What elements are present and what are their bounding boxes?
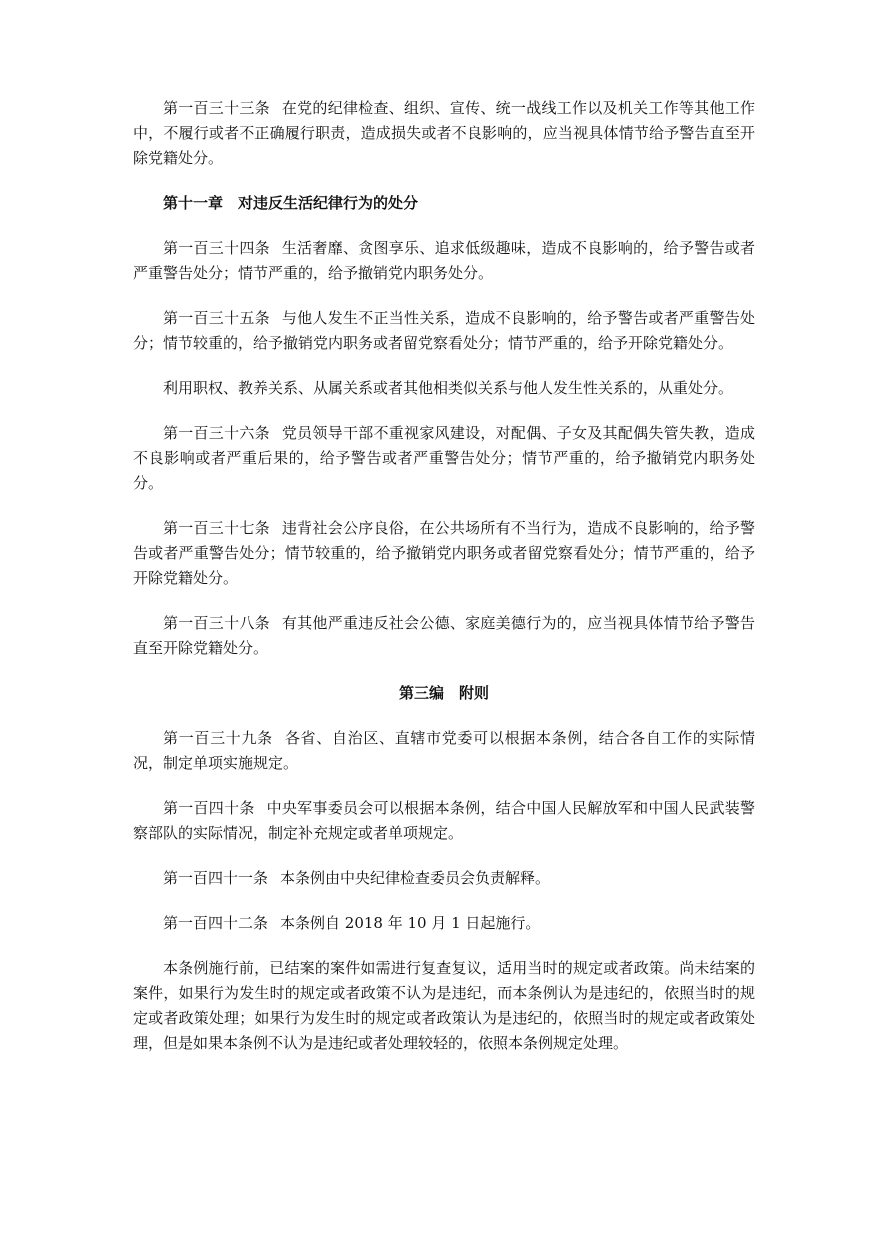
article-138 (133, 611, 755, 661)
article-number: 第一百三十六条 (163, 424, 270, 442)
article-number: 第一百三十四条 (163, 239, 270, 257)
article-141 (133, 866, 755, 891)
article-number: 第一百三十九条 (163, 729, 273, 747)
part-heading (133, 681, 755, 706)
part-number: 第三编 (398, 684, 444, 702)
article-text: 在党的纪律检查、组织、宣传、统一战线工作以及机关工作等其他工作中，不履行或者不正确履行职责，造成损失或者不良影响的，应当视具体情节给予警告直至开除党籍处分。 (133, 99, 755, 167)
article-text: 各省、自治区、直辖市党委可以根据本条例，结合各自工作的实际情况，制定单项实施规定。 (133, 729, 755, 772)
article-number: 第一百三十三条 (163, 99, 270, 117)
chapter-title: 对违反生活纪律行为的处分 (238, 194, 419, 212)
document-page (133, 96, 755, 1076)
article-text: 党员领导干部不重视家风建设，对配偶、子女及其配偶失管失教，造成不良影响或者严重后果的，给予警告或者严重警告处分；情节严重的，给予撤销党内职务处分。 (133, 424, 755, 492)
article-text: 有其他严重违反社会公德、家庭美德行为的，应当视具体情节给予警告直至开除党籍处分。 (133, 614, 755, 657)
article-number: 第一百四十一条 (163, 869, 269, 887)
article-text: 违背社会公序良俗，在公共场所有不当行为，造成不良影响的，给予警告或者严重警告处分；情节较重的，给予撤销党内职务或者留党察看处分；情节严重的，给予开除党籍处分。 (133, 519, 755, 587)
article-133 (133, 96, 755, 171)
article-number: 第一百三十七条 (163, 519, 270, 537)
article-137 (133, 516, 755, 591)
chapter-heading (133, 191, 755, 216)
article-text: 生活奢靡、贪图享乐、追求低级趣味，造成不良影响的，给予警告或者严重警告处分；情节严重的，给予撤销党内职务处分。 (133, 239, 755, 282)
article-140 (133, 796, 755, 846)
article-text: 中央军事委员会可以根据本条例，结合中国人民解放军和中国人民武装警察部队的实际情况，制定补充规定或者单项规定。 (133, 799, 755, 842)
article-text: 与他人发生不正当性关系，造成不良影响的，给予警告或者严重警告处分；情节较重的，给予撤销党内职务或者留党察看处分；情节严重的，给予开除党籍处分。 (133, 309, 755, 352)
article-142 (133, 911, 755, 936)
article-142-paragraph-2: 本条例施行前，已结案的案件如需进行复查复议，适用当时的规定或者政策。尚未结案的案件，如果行为发生时的规定或者政策不认为是违纪，而本条例认为是违纪的，依照当时的规定或者政策处理；如果行为发生时的规定或者政策认为是违纪的，依照当时的规定或者政策处理，但是如果本条例不认为是违纪或者处理较轻的，依照本条例规定处理。 (133, 959, 755, 1052)
article-136 (133, 421, 755, 496)
article-number: 第一百三十八条 (163, 614, 270, 632)
part-title: 附则 (459, 684, 490, 702)
chapter-number: 第十一章 (163, 194, 224, 212)
article-number: 第一百四十条 (163, 799, 255, 817)
article-134 (133, 236, 755, 286)
article-135-paragraph-2: 利用职权、教养关系、从属关系或者其他相类似关系与他人发生性关系的，从重处分。 (163, 379, 734, 397)
article-135 (133, 306, 755, 356)
article-number: 第一百四十二条 (163, 914, 269, 932)
article-text: 本条例由中央纪律检查委员会负责解释。 (280, 869, 551, 887)
article-text: 本条例自 2018 年 10 月 1 日起施行。 (280, 914, 541, 932)
article-number: 第一百三十五条 (163, 309, 270, 327)
article-139 (133, 726, 755, 776)
